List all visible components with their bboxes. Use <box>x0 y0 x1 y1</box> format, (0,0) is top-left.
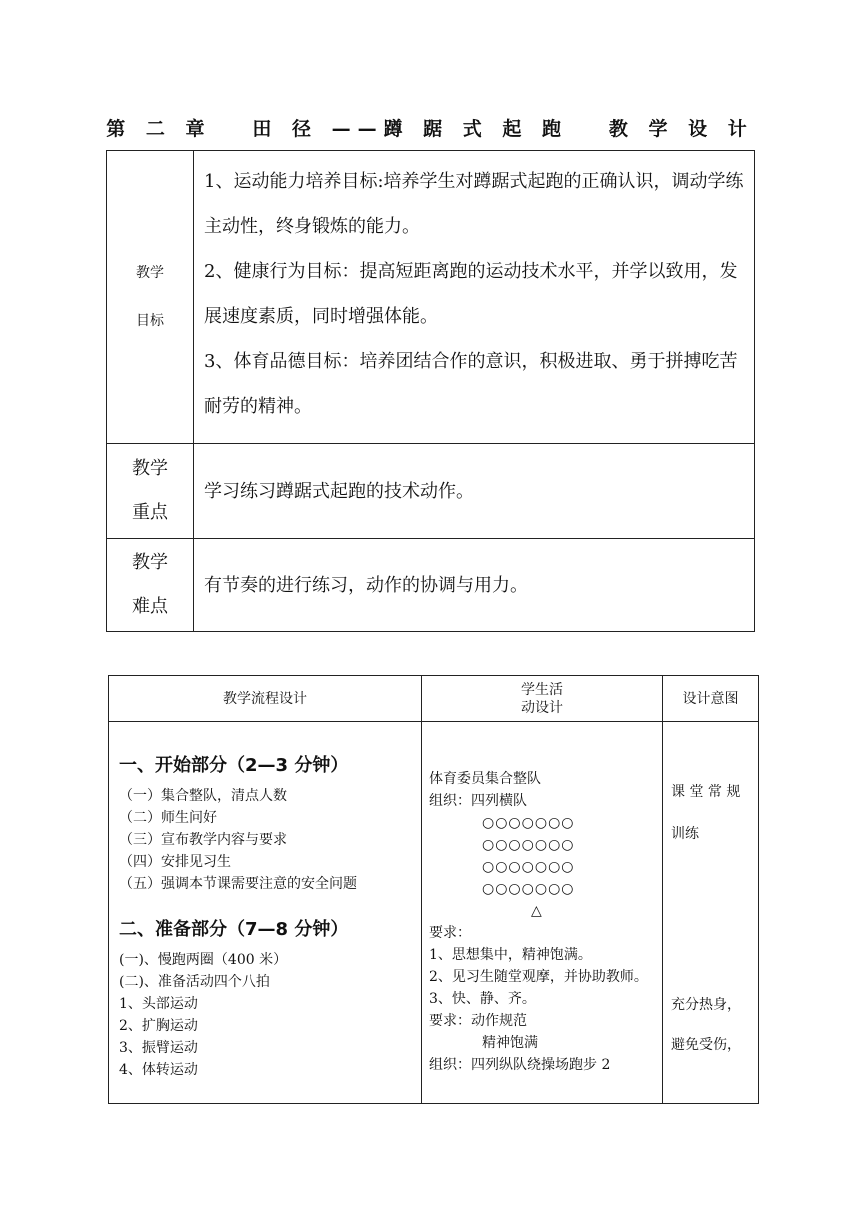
difficulties-label-line2: 难点 <box>132 596 168 617</box>
key-points-label-cell <box>107 444 194 539</box>
design-intent-cell <box>663 722 759 1104</box>
formation-row: ○○○○○○○ <box>482 859 575 875</box>
header-student-activity <box>422 676 663 722</box>
student-line: 要求： <box>429 925 471 941</box>
student-line: 体育委员集合整队 <box>429 771 541 787</box>
intent-line: 训练 <box>671 826 699 842</box>
student-line: 组织：四列纵队绕操场跑步 2 <box>429 1057 611 1073</box>
part2-item: (二)、准备活动四个八拍 <box>119 974 270 990</box>
part1-item: （五）强调本节课需要注意的安全问题 <box>119 876 357 892</box>
objectives-content-cell <box>194 151 755 444</box>
objectives-label-line2: 目标 <box>136 313 164 329</box>
teaching-flow-table <box>108 675 759 1104</box>
flow-content-row <box>109 722 759 1104</box>
header-student-activity-line1: 学生活 <box>521 681 563 698</box>
difficulties-text: 有节奏的进行练习，动作的协调与用力。 <box>194 539 755 632</box>
objective-item: 2、健康行为目标：提高短距离跑的运动技术水平，并学以致用，发展速度素质，同时增强体能。 <box>204 261 738 327</box>
part1-item: （四）安排见习生 <box>119 854 231 870</box>
teacher-triangle-icon: △ <box>531 903 542 919</box>
formation-row: ○○○○○○○ <box>482 837 575 853</box>
page-title: 第 二 章 田 径 ——蹲 踞 式 起 跑 教 学 设 计 <box>106 118 754 140</box>
difficulties-row <box>107 539 755 632</box>
formation-row: ○○○○○○○ <box>482 881 575 897</box>
part2-item: (一)、慢跑两圈（400 米） <box>119 952 288 968</box>
student-line: 精神饱满 <box>482 1035 538 1051</box>
intent-line: 避免受伤， <box>671 1037 741 1053</box>
part1-item: （一）集合整队，清点人数 <box>119 788 287 804</box>
key-points-row <box>107 444 755 539</box>
part2-item: 1、头部运动 <box>119 996 198 1012</box>
header-student-activity-line2: 动设计 <box>521 699 563 716</box>
student-line: 要求：动作规范 <box>429 1013 527 1029</box>
header-design-intent: 设计意图 <box>663 676 759 722</box>
student-line: 3、快、静、齐。 <box>429 991 536 1007</box>
part2-title: 二、准备部分（7—8 分钟） <box>119 919 349 940</box>
student-line: 1、思想集中，精神饱满。 <box>429 947 592 963</box>
difficulties-label-line1: 教学 <box>132 552 168 573</box>
flow-header-row <box>109 676 759 722</box>
key-points-label-line2: 重点 <box>132 502 168 523</box>
part1-item: （二）师生问好 <box>119 810 217 826</box>
objectives-row <box>107 151 755 444</box>
difficulties-label-cell <box>107 539 194 632</box>
part1-item: （三）宣布教学内容与要求 <box>119 832 287 848</box>
objective-item: 1、运动能力培养目标:培养学生对蹲踞式起跑的正确认识，调动学练主动性，终身锻炼的能力。 <box>204 171 744 237</box>
part2-item: 4、体转运动 <box>119 1062 198 1078</box>
objectives-label-cell <box>107 151 194 444</box>
student-line: 组织：四列横队 <box>429 793 527 809</box>
objective-item: 3、体育品德目标：培养团结合作的意识，积极进取、勇于拼搏吃苦耐劳的精神。 <box>204 351 738 417</box>
key-points-text: 学习练习蹲踞式起跑的技术动作。 <box>194 444 755 539</box>
flow-design-cell <box>109 722 422 1104</box>
intent-line: 课 堂 常 规 <box>671 784 741 800</box>
formation-row: ○○○○○○○ <box>482 815 575 831</box>
student-activity-cell <box>422 722 663 1104</box>
part2-item: 3、振臂运动 <box>119 1040 198 1056</box>
part1-title: 一、开始部分（2—3 分钟） <box>119 755 349 776</box>
key-points-label-line1: 教学 <box>132 458 168 479</box>
teaching-goals-table <box>106 150 755 632</box>
student-line: 2、见习生随堂观摩，并协助教师。 <box>429 969 648 985</box>
part2-item: 2、扩胸运动 <box>119 1018 198 1034</box>
objectives-label-line1: 教学 <box>136 265 164 281</box>
intent-line: 充分热身， <box>671 997 741 1013</box>
header-flow-design: 教学流程设计 <box>109 676 422 722</box>
